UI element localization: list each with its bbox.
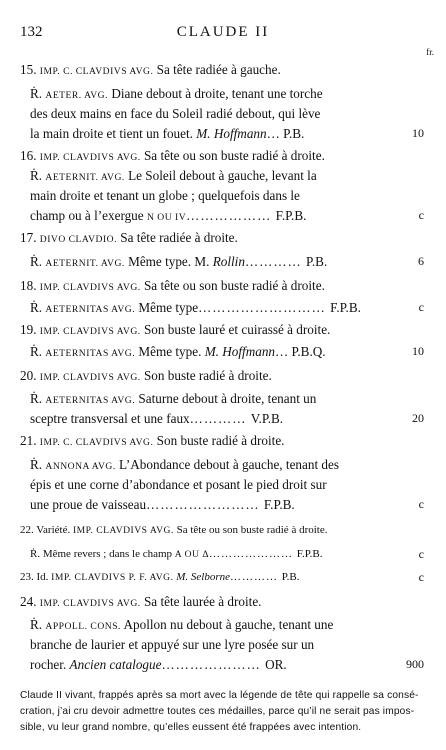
footnote-line: Claude II vivant, frappés après sa mort avec la légende de tête qui rappelle sa consé- [20,690,419,701]
price-value: c [418,547,424,561]
entry-line [30,545,323,564]
legend-text: ANNONA AVG. [45,461,116,472]
entry-text: 17. [20,230,40,245]
entry-text: Sa tête laurée à droite. [140,594,262,609]
entry-text: 15. [20,62,40,77]
page-number: 132 [20,24,43,40]
footnote [20,688,430,736]
entry-line [20,228,238,249]
entry-text: ………………… [161,657,266,672]
entry-text: Sa tête radiée à gauche. [153,62,281,77]
entry-text: …………………… [146,497,264,512]
entry-text: … P.B.Q. [275,344,326,359]
entry-line [30,124,304,143]
entry-text: branche de laurier et appuyé sur une lyre posée sur un [30,637,315,652]
entry-text: P.B. [281,571,300,583]
legend-text: AETERNITAS AVG. [45,395,136,406]
entry-text: Saturne debout à droite, tenant un [135,391,317,406]
entry-text: ……………………… [198,300,331,315]
entry-text: ………… [189,411,251,426]
entry-text: P.B. [306,254,328,269]
entry-text: L’Abondance debout à gauche, tenant des [115,457,340,472]
entry-text: Sa tête ou son buste radié à droite. [173,524,328,536]
entry-text: 21. [20,433,40,448]
entry-text: main droite et tenant un globe ; quelquefois dans le [30,188,300,203]
legend-text: AETERNIT. AVG. [45,172,125,183]
entry-line [30,186,300,205]
legend-text: IMP. C. CLAVDIVS AVG. [39,437,154,448]
footnote-line: cration, j’ai cru devoir admettre toutes ces médailles, parce qu’il ne serait pas impos- [20,706,415,717]
entry-line [30,475,327,494]
entry-text: Ṙ. [30,300,46,315]
entry-text: ……………… [186,208,276,223]
legend-text: IMP. CLAVDIVS P. F. AVG. [51,572,174,583]
entry-text: Ṙ. [30,86,46,101]
entry-text: Même type. M. [124,254,213,269]
entry-line [30,455,339,476]
entry-text: 20. [20,368,40,383]
entry-line [30,84,323,105]
entry-text: Ṙ. Même revers ; dans le champ [30,548,175,560]
entry-text: … P.B. [266,126,305,141]
legend-text: IMP. CLAVDIVS AVG. [39,372,141,383]
entry-line [30,166,317,187]
entry-line [30,104,320,123]
entry-line [20,592,261,613]
price-value: c [418,300,424,314]
entry-text: V.P.B. [250,411,284,426]
entry-line [30,252,327,273]
entry-text: épis et une corne d’abondance et posant le pied droit sur [30,477,327,492]
legend-text: IMP. CLAVDIVS AVG. [39,152,141,163]
price-value: c [418,497,424,511]
entry-text: Sa tête radiée à droite. [117,230,238,245]
price-value: c [418,208,424,222]
legend-text: APPOLL. CONS. [45,621,121,632]
page-title: CLAUDE II [176,24,270,40]
entry-text: ………… [230,571,282,583]
entry-text: Ṙ. [30,457,46,472]
entry-text: Même type. [135,344,205,359]
legend-text: AETERNITAS AVG. [45,304,136,315]
price-value: 20 [412,411,424,425]
entry-text: champ ou à l’exergue [30,208,147,223]
entry-line [30,342,326,363]
legend-text: IMP. CLAVDIVS AVG. [39,282,141,293]
legend-text: AETERNIT. AVG. [45,258,125,269]
entry-text: F.P.B. [275,208,307,223]
entry-text: Apollon nu debout à gauche, tenant une [120,617,334,632]
entry-line [30,615,333,636]
entry-text: des deux mains en face du Soleil radié debout, qui lève [30,106,321,121]
entry-text: Ṙ. [30,168,46,183]
entry-line [30,409,283,428]
entry-text: une proue de vaisseau [30,497,147,512]
entry-text: 24. [20,594,40,609]
entry-text: 18. [20,278,40,293]
entry-text: 19. [20,322,40,337]
running-header [0,24,446,44]
entry-text: Diane debout à droite, tenant une torche [108,86,323,101]
source-name: M. Hoffmann [196,126,267,141]
entry-text: F.P.B. [263,497,295,512]
entry-line [30,655,287,674]
entry-text: sceptre transversal et une faux [30,411,190,426]
entry-text: Ṙ. [30,617,46,632]
price-value: 10 [412,344,424,358]
entry-line [20,568,300,587]
entry-text: Ṙ. [30,254,46,269]
price-value: 10 [412,126,424,140]
entry-line [20,521,327,540]
entry-line [30,495,295,514]
entry-text: OR. [265,657,287,672]
price-value: 6 [418,254,424,268]
entry-text: 23. Id. [20,571,52,583]
entry-text: Ṙ. [30,391,46,406]
legend-text: AETERNITAS AVG. [45,348,136,359]
entry-text: rocher. [30,657,70,672]
price-value: c [418,570,424,584]
entry-line [20,431,284,452]
entry-text: Son buste lauré et cuirassé à droite. [140,322,331,337]
footnote-line: sible, vu leur grand nombre, qu’elles eussent été frappées avec intention. [20,722,362,733]
entry-text: Sa tête ou son buste radié à droite. [140,278,325,293]
entry-text: Son buste radié à droite. [153,433,285,448]
legend-text: DIVO CLAVDIO. [39,234,117,245]
entry-text: 16. [20,148,40,163]
legend-text: IMP. C. CLAVDIVS AVG. [39,66,154,77]
entry-text: Son buste radié à droite. [140,368,272,383]
legend-text: A OU Δ [174,549,210,560]
entry-text: Sa tête ou son buste radié à droite. [140,148,325,163]
entry-text: 22. Variété. [20,524,73,536]
entry-text: ………………… [209,548,297,560]
entry-text: ………… [244,254,306,269]
entry-line [30,206,306,227]
entry-line [20,276,325,297]
legend-text: IMP. CLAVDIVS AVG. [39,326,141,337]
column-label: fr. [426,47,434,57]
entry-text: Le Soleil debout à gauche, levant la [124,168,317,183]
entry-line [30,298,361,319]
entry-line [20,366,272,387]
entry-line [20,320,330,341]
entry-line [20,146,325,167]
entry-text: la main droite et tient un fouet. [30,126,197,141]
legend-text: IMP. CLAVDIVS AVG. [72,525,174,536]
entry-text: Même type [135,300,199,315]
entry-text: F.P.B. [296,548,323,560]
entry-text: Ṙ. [30,344,46,359]
entry-line [30,389,316,410]
entry-line [30,635,314,654]
source-name: Ancien catalogue [69,657,162,672]
source-name: M. Hoffmann [204,344,276,359]
entry-line [20,60,281,81]
legend-text: AETER. AVG. [45,90,109,101]
source-name: M. Selborne [173,571,230,583]
entry-text: F.P.B. [330,300,361,315]
legend-text: N OU IV [146,212,187,223]
legend-text: IMP. CLAVDIVS AVG. [39,598,141,609]
price-value: 900 [406,657,424,671]
source-name: Rollin [212,254,245,269]
